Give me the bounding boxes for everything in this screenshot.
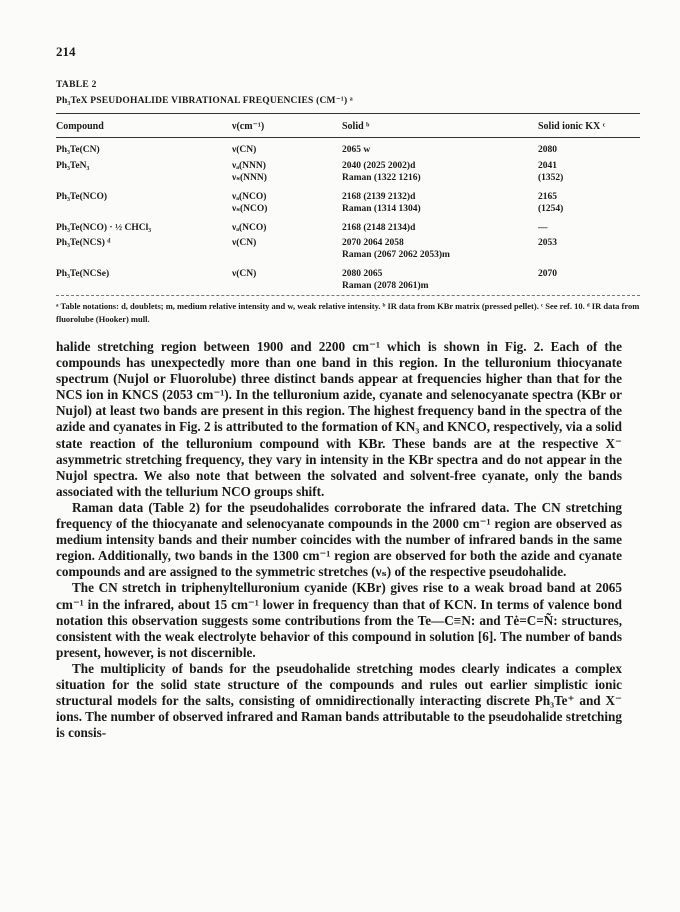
cell-solid: Raman (2067 2062 2053)m — [342, 250, 450, 260]
cell-solid: 2070 2064 2058 — [342, 238, 404, 248]
page-number: 214 — [56, 44, 76, 59]
header-rule — [56, 137, 640, 138]
cell-nu: νₛ(NNN) — [232, 173, 267, 183]
cell-solid: 2080 2065 — [342, 269, 383, 279]
header-compound: Compound — [56, 121, 104, 132]
table-top-rule — [56, 113, 640, 114]
table-bottom-rule — [56, 295, 640, 296]
cell-ionic: 2041 — [538, 161, 557, 171]
cell-nu: ν(CN) — [232, 269, 257, 279]
cell-compound: Ph₃Te(NCS) ᵈ — [56, 238, 111, 248]
cell-nu: ν(CN) — [232, 145, 257, 155]
cell-nu: νₐ(NCO) — [232, 223, 267, 233]
cell-ionic: 2070 — [538, 269, 557, 279]
cell-ionic: 2165 — [538, 192, 557, 202]
cell-ionic: (1352) — [538, 173, 564, 183]
header-solid: Solid ᵇ — [342, 121, 370, 132]
paragraph: The multiplicity of bands for the pseudohalide stretching modes clearly indicates a complex situation for the solid state structure of the compounds and rules out earlier simplistic ionic structural models for the salts, consisting of omnidirectionally interacting discrete Ph₃Te⁺ and X⁻ ions. The number of observed infrared and Raman bands attributable to the pseudohalide stretching is consis- — [56, 660, 622, 741]
body-text — [56, 339, 622, 741]
cell-nu: νₛ(NCO) — [232, 204, 268, 214]
cell-ionic: 2080 — [538, 145, 557, 155]
cell-solid: Raman (1314 1304) — [342, 204, 421, 214]
cell-solid: 2168 (2148 2134)d — [342, 223, 416, 233]
table-footnote: ᵃ Table notations: d, doublets; m, medium relative intensity and w, weak relative intensity. ᵇ IR data from KBr matrix (pressed pellet). ᶜ See ref. 10. ᵈ IR data from fluorolube (Hooker) mull. — [56, 301, 640, 324]
table-label: TABLE 2 — [56, 80, 97, 90]
paragraph: Raman data (Table 2) for the pseudohalides corroborate the infrared data. The CN stretching frequency of the thiocyanate and selenocyanate compounds in the 2000 cm⁻¹ region are observed as medium intensity bands and their number coincides with the number of infrared bands in the same region. Additionally, two bands in the 1300 cm⁻¹ region are observed for both the azide and cyanate compounds and are assigned to the symmetric stretches (νₛ) of the respective pseudohalide. — [56, 499, 622, 580]
table-title: Ph₃TeX PSEUDOHALIDE VIBRATIONAL FREQUENCIES (CM⁻¹) ᵃ — [56, 96, 353, 106]
cell-solid: 2065 w — [342, 145, 371, 155]
cell-solid: Raman (2078 2061)m — [342, 281, 429, 291]
cell-nu: ν(CN) — [232, 238, 257, 248]
cell-compound: Ph₃Te(NCO) · ½ CHCl₃ — [56, 223, 152, 233]
paragraph: The CN stretch in triphenyltelluronium cyanide (KBr) gives rise to a weak broad band at 2065 cm⁻¹ in the infrared, about 15 cm⁻¹ lower in frequency than that of KCN. In terms of valence bond notation this observation suggests some contributions from the Te—C≡N: and Tė=C=Ñ: structures, consistent with the weak electrolyte behavior of this compound in solution [6]. The number of bands present, however, is not discernible. — [56, 580, 622, 660]
cell-solid: 2168 (2139 2132)d — [342, 192, 416, 202]
cell-ionic: (1254) — [538, 204, 564, 214]
cell-compound: Ph₃TeN₃ — [56, 161, 90, 171]
paragraph: halide stretching region between 1900 and 2200 cm⁻¹ which is shown in Fig. 2. Each of the compounds has unexpectedly more than one band in this region. In the telluronium thiocyanate spectrum (Nujol or Fluorolube) three distinct bands appear at frequencies higher than that for the NCS ion in KNCS (2053 cm⁻¹). In the telluronium azide, cyanate and selenocyanate spectra (KBr or Nujol) at least two bands are present in this region. The highest frequency band in the spectra of the azide and cyanates in Fig. 2 is attributed to the formation of KN₃ and KNCO, respectively, via a solid state reaction of the telluronium compound with KBr. These bands are at the respective X⁻ asymmetric stretching frequency, they vary in intensity in the KBr spectra and do not appear in the Nujol spectra. We also note that between the solvated and solvent-free cyanate, only the bands associated with the tellurium NCO groups shift. — [56, 339, 622, 499]
header-ionic: Solid ionic KX ᶜ — [538, 121, 606, 132]
cell-nu: νₐ(NNN) — [232, 161, 266, 171]
cell-nu: νₐ(NCO) — [232, 192, 267, 202]
cell-ionic: 2053 — [538, 238, 557, 248]
cell-compound: Ph₃Te(NCSe) — [56, 269, 110, 279]
cell-solid: 2040 (2025 2002)d — [342, 161, 416, 171]
cell-compound: Ph₃Te(NCO) — [56, 192, 108, 202]
cell-solid: Raman (1322 1216) — [342, 173, 421, 183]
cell-ionic: — — [538, 223, 548, 233]
cell-compound: Ph₃Te(CN) — [56, 145, 100, 155]
header-nu: ν(cm⁻¹) — [232, 121, 265, 132]
